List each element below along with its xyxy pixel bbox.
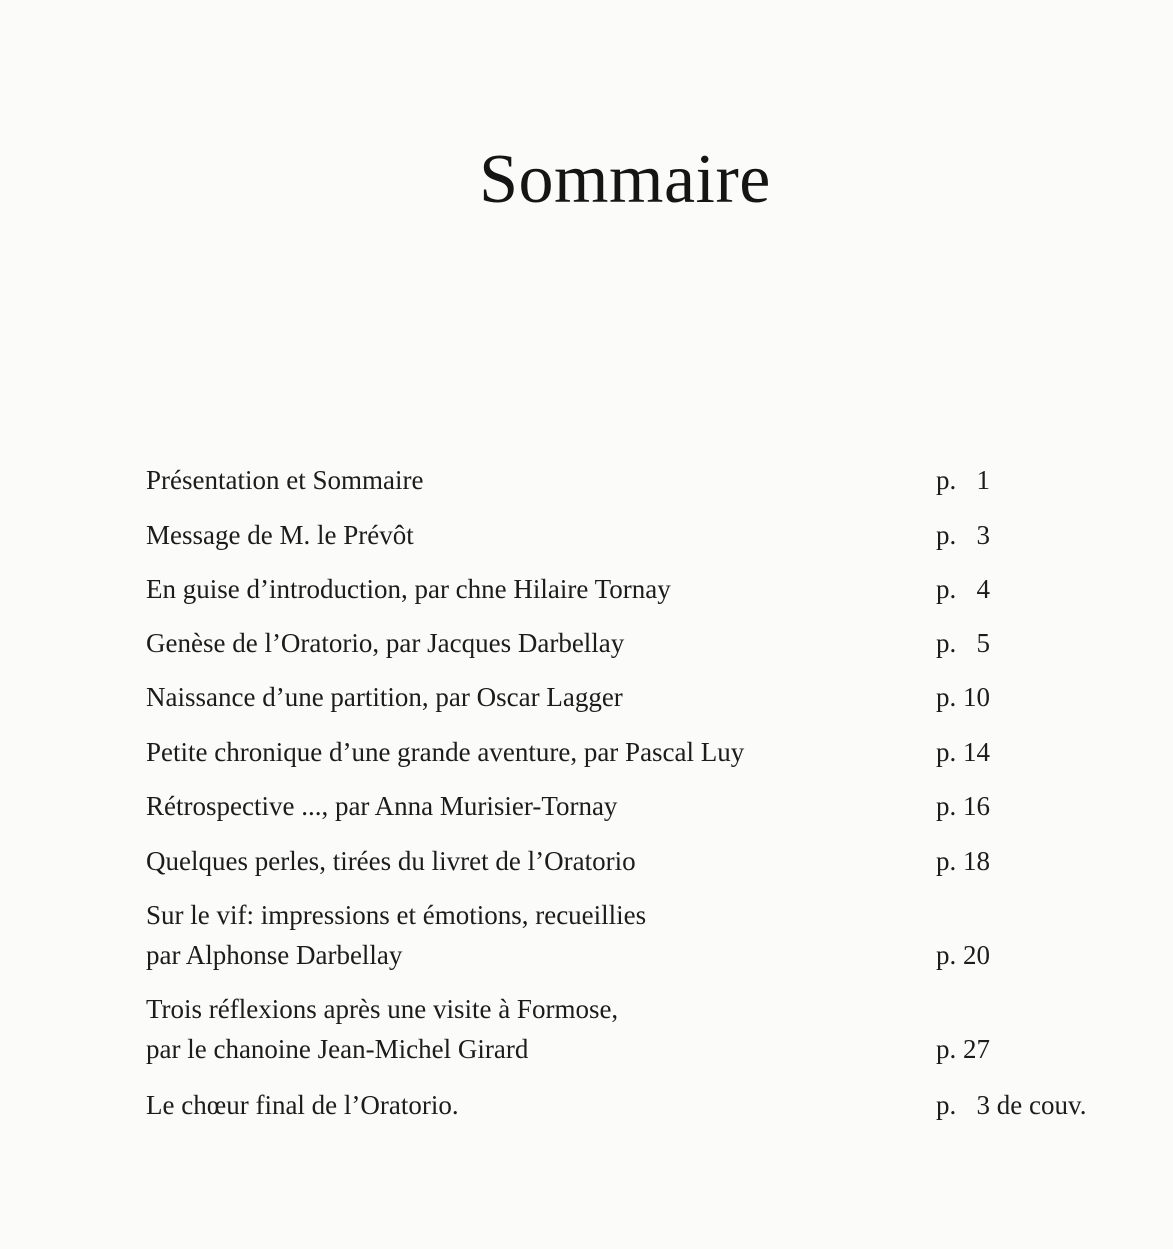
toc-entry bbox=[146, 895, 1126, 975]
toc-entry-title bbox=[146, 989, 618, 1069]
toc-entry-title bbox=[146, 623, 624, 663]
toc-entry bbox=[146, 515, 1126, 555]
toc-entry-title bbox=[146, 515, 414, 555]
toc-entry-title-line: Message de M. le Prévôt bbox=[146, 520, 414, 550]
toc-entry-title bbox=[146, 895, 646, 975]
toc-entry-title bbox=[146, 460, 423, 500]
toc-entry-page: p. 1 bbox=[936, 465, 990, 495]
toc-entry-page: p. 14 bbox=[936, 737, 990, 767]
toc-entry-page: p. 4 bbox=[936, 574, 990, 604]
toc-entry-page: p. 3 bbox=[936, 520, 990, 550]
toc-entry-title-line: Petite chronique d’une grande aventure, par Pascal Luy bbox=[146, 737, 745, 767]
toc-entry-title-line: Quelques perles, tirées du livret de l’Oratorio bbox=[146, 846, 636, 876]
toc-entry-title-line: Présentation et Sommaire bbox=[146, 465, 424, 495]
toc-entry-page: p. 10 bbox=[936, 682, 990, 712]
toc-entry-title bbox=[146, 1085, 459, 1125]
toc-entry-title bbox=[146, 732, 744, 772]
toc-entry-title-line: par Alphonse Darbellay bbox=[146, 940, 403, 970]
toc-entry bbox=[146, 786, 1126, 826]
toc-entry-title-line: Sur le vif: impressions et émotions, recueillies bbox=[146, 900, 647, 930]
toc-entry-title-line: Le chœur final de l’Oratorio. bbox=[146, 1090, 459, 1120]
toc-entry-title bbox=[146, 786, 617, 826]
toc-entry-page: p. 27 bbox=[936, 1034, 990, 1064]
toc-entry-title-line: Rétrospective ..., par Anna Murisier-Tornay bbox=[146, 791, 618, 821]
toc-entry-title-line: En guise d’introduction, par chne Hilaire Tornay bbox=[146, 574, 671, 604]
toc-entry-page: p. 16 bbox=[936, 791, 990, 821]
toc-entry-title bbox=[146, 677, 623, 717]
toc-entry bbox=[146, 460, 1126, 500]
toc-entry-title-line: Trois réflexions après une visite à Formose, bbox=[146, 994, 619, 1024]
toc-entry-page: p. 3 de couv. bbox=[936, 1090, 1087, 1120]
toc-entry-title-line: par le chanoine Jean-Michel Girard bbox=[146, 1034, 529, 1064]
page-title: Sommaire bbox=[479, 141, 771, 218]
toc-entry bbox=[146, 841, 1126, 881]
toc-entry-title-line: Genèse de l’Oratorio, par Jacques Darbellay bbox=[146, 628, 625, 658]
toc-entry-title-line: Naissance d’une partition, par Oscar Lagger bbox=[146, 682, 623, 712]
toc-entry-page: p. 18 bbox=[936, 846, 990, 876]
toc-entry-title bbox=[146, 569, 671, 609]
toc-entry-page: p. 5 bbox=[936, 628, 990, 658]
toc-entry bbox=[146, 989, 1126, 1069]
toc-entry bbox=[146, 1085, 1126, 1125]
toc-entry bbox=[146, 732, 1126, 772]
toc-entry bbox=[146, 677, 1126, 717]
toc-entry-title bbox=[146, 841, 636, 881]
toc-entry bbox=[146, 623, 1126, 663]
toc-entry bbox=[146, 569, 1126, 609]
toc-entry-page: p. 20 bbox=[936, 940, 990, 970]
